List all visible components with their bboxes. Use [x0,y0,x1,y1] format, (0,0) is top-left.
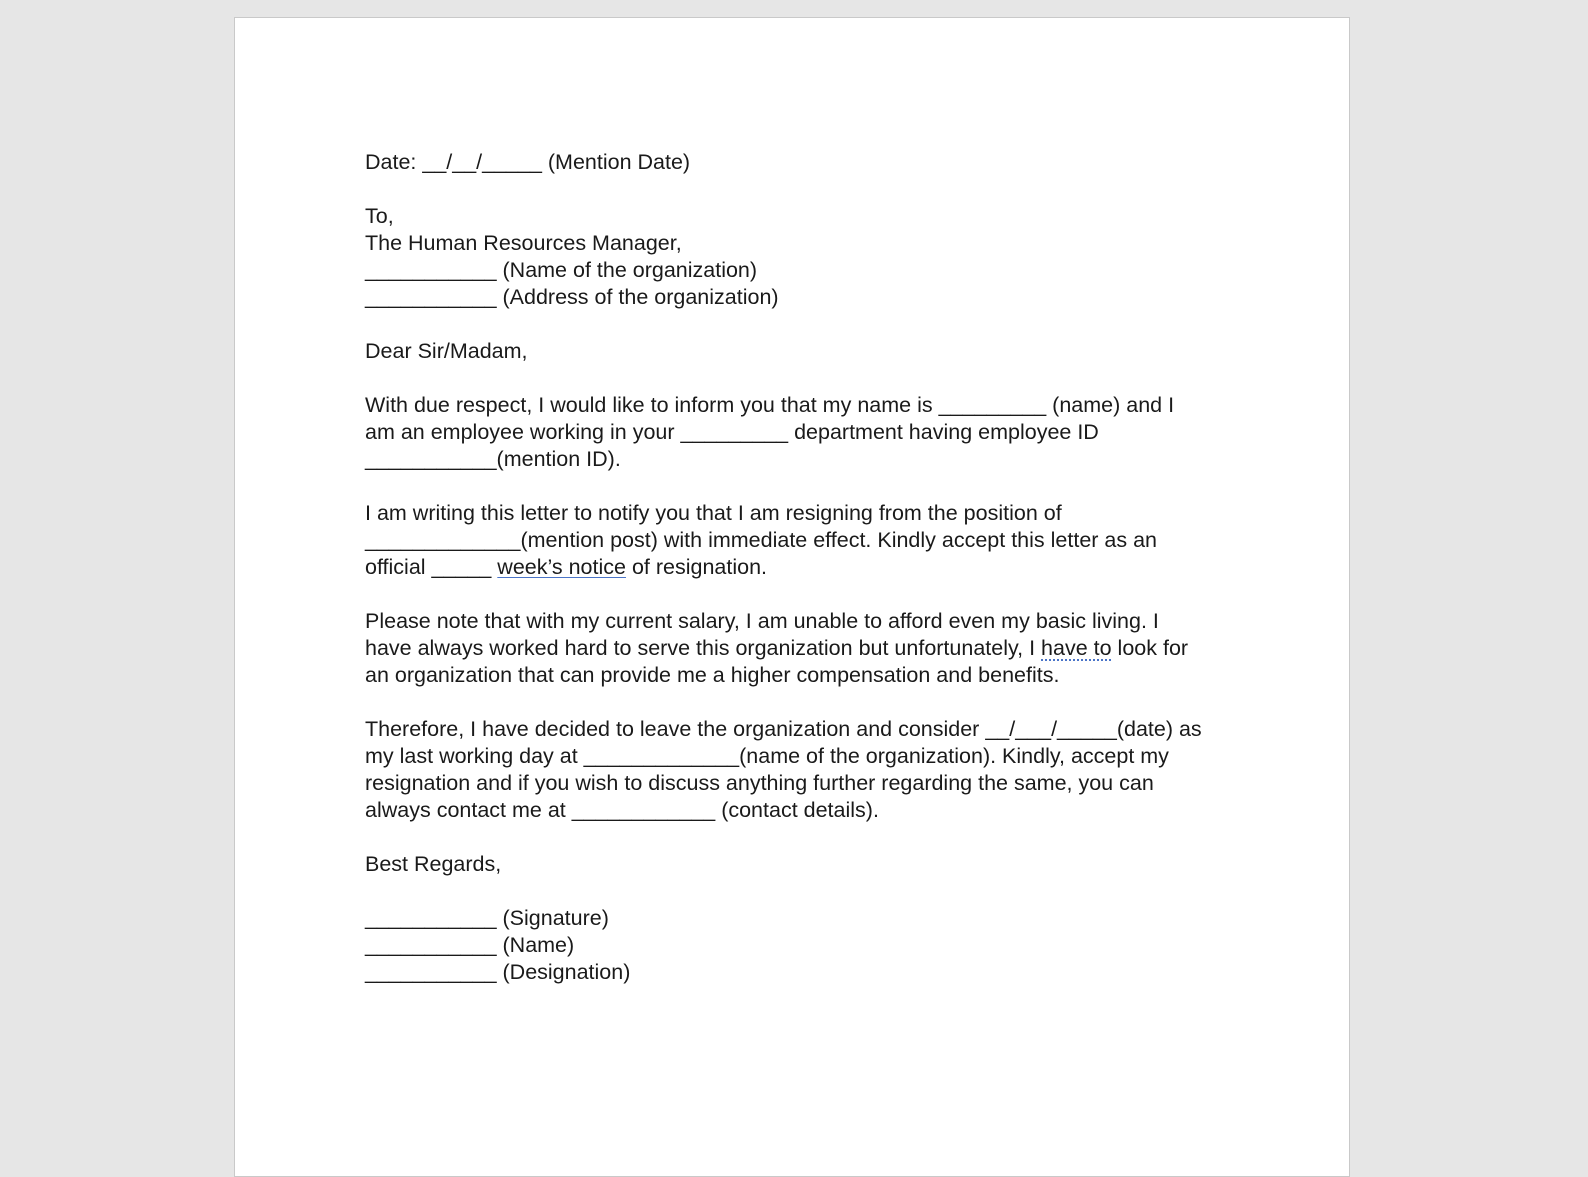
letter-body[interactable] [365,149,1225,1013]
document-page [234,17,1350,1177]
have-to-grammar-mark[interactable]: have to [1041,636,1112,660]
paragraph-notice [365,500,1225,581]
paragraph-last-day [365,716,1225,824]
signature-designation: ___________ (Designation) [365,960,631,984]
closing: Best Regards, [365,852,502,876]
date-line: Date: __/__/_____ (Mention Date) [365,150,691,174]
notice-official: official _____ [365,555,498,579]
salary-line-2-end: look for [1111,636,1189,660]
intro-line-3 [365,446,1225,473]
date-paragraph [365,149,1225,176]
weeks-notice-grammar-mark[interactable]: week’s notice [497,555,626,579]
intro-line-2: am an employee working in your _________ department having employee ID [365,420,1099,444]
recipient-title: The Human Resources Manager, [365,231,682,255]
post-rest: (mention post) with immediate effect. Kindly accept this letter as an [520,528,1158,552]
signature-block [365,905,1225,986]
salutation-paragraph [365,338,1225,365]
org-name-link-mark[interactable]: _ [727,744,740,768]
last-day-line-4: always contact me at ____________ (contact details). [365,798,879,822]
signature-line: ___________ (Signature) [365,906,609,930]
notice-line-2 [365,527,1225,554]
recipient-org-name: ___________ (Name of the organization) [365,258,758,282]
notice-line-3 [365,554,1225,581]
post-link-mark[interactable]: _ [508,528,521,552]
paragraph-intro [365,392,1225,473]
post-blank: ____________ [365,528,509,552]
employee-id-label: (mention ID). [496,447,621,471]
salary-line-3: an organization that can provide me a higher compensation and benefits. [365,663,1060,687]
closing-paragraph [365,851,1225,878]
last-day-line-2 [365,743,1225,770]
salutation: Dear Sir/Madam, [365,339,528,363]
last-day-line-3: resignation and if you wish to discuss anything further regarding the same, you can [365,771,1154,795]
recipient-org-address: ___________ (Address of the organization) [365,285,779,309]
last-day-line-2-end: (name of the organization). Kindly, accept my [739,744,1169,768]
paragraph-salary [365,608,1225,689]
last-day-line-1: Therefore, I have decided to leave the organization and consider __/___/_____(date) as [365,717,1202,741]
recipient-block [365,203,1225,311]
signature-name: ___________ (Name) [365,933,575,957]
salary-line-2-start: have always worked hard to serve this organization but unfortunately, I [365,636,1042,660]
recipient-to: To, [365,204,394,228]
notice-end: of resignation. [625,555,768,579]
salary-line-2 [365,635,1225,662]
notice-line-1: I am writing this letter to notify you that I am resigning from the position of [365,501,1062,525]
employee-id-link-mark[interactable]: _ [484,447,497,471]
salary-line-1: Please note that with my current salary, I am unable to afford even my basic living. I [365,609,1159,633]
employee-id-blank: __________ [365,447,485,471]
last-day-line-2-start: my last working day at ____________ [365,744,728,768]
intro-line-1: With due respect, I would like to inform you that my name is _________ (name) and I [365,393,1175,417]
